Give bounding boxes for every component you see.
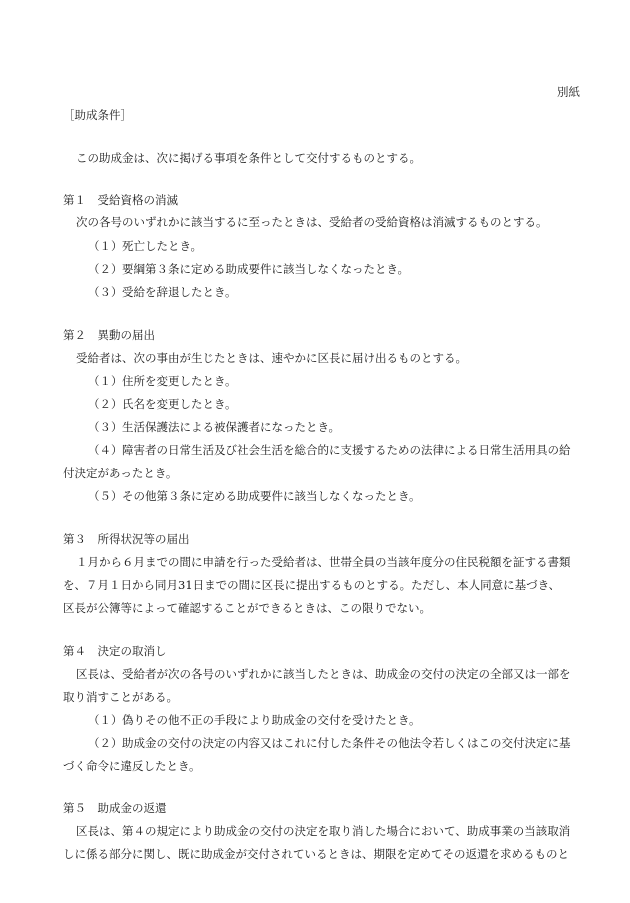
section-3-line-3: 区長が公簿等によって確認することができるときは、この限りでない。 — [63, 601, 431, 615]
item-number: （１） — [88, 374, 123, 388]
section-2-item-5 — [88, 488, 421, 504]
item-text: その他第３条に定める助成要件に該当しなくなったとき。 — [122, 489, 421, 503]
section-2-item-4-continuation: 付決定があったとき。 — [63, 466, 178, 480]
item-text: 生活保護法による被保護者になったとき。 — [122, 420, 341, 434]
section-5-heading: 第５ 助成金の返還 — [63, 801, 167, 815]
item-text: 死亡したとき。 — [122, 239, 203, 253]
document-label: ［助成条件］ — [63, 108, 132, 122]
section-3-heading: 第３ 所得状況等の届出 — [63, 532, 190, 546]
item-text: 障害者の日常生活及び社会生活を総合的に支援するための法律による日常生活用具の給 — [122, 443, 571, 457]
item-text: 助成金の交付の決定の内容又はこれに付した条件その他法令若しくはこの交付決定に基 — [122, 736, 571, 750]
section-4-line-2: 取り消すことがある。 — [63, 690, 178, 704]
section-2-heading: 第２ 異動の届出 — [63, 328, 155, 342]
section-4-item-2-continuation: づく命令に違反したとき。 — [63, 759, 201, 773]
section-4-item-2 — [88, 735, 571, 751]
item-number: （１） — [88, 239, 123, 253]
item-number: （２） — [88, 262, 123, 276]
section-1-item-1 — [88, 238, 202, 254]
section-1-item-3 — [88, 284, 237, 300]
section-1-heading: 第１ 受給資格の消滅 — [63, 193, 178, 207]
section-2-body: 受給者は、次の事由が生じたときは、速やかに区長に届け出るものとする。 — [76, 351, 467, 365]
section-2-item-2 — [88, 396, 237, 412]
section-5-line-1: 区長は、第４の規定により助成金の交付の決定を取り消した場合において、助成事業の当該取消 — [76, 824, 571, 838]
item-number: （３） — [88, 285, 123, 299]
section-2-item-4 — [88, 442, 571, 458]
item-text: 偽りその他不正の手段により助成金の交付を受けたとき。 — [122, 713, 421, 727]
item-number: （２） — [88, 397, 123, 411]
section-4-line-1: 区長は、受給者が次の各号のいずれかに該当したときは、助成金の交付の決定の全部又は一部を — [76, 667, 571, 681]
section-2-item-3 — [88, 419, 340, 435]
section-4-heading: 第４ 決定の取消し — [63, 644, 167, 658]
item-text: 住所を変更したとき。 — [122, 374, 237, 388]
item-number: （２） — [88, 736, 123, 750]
annex-label: 別紙 — [557, 85, 580, 99]
intro-paragraph: この助成金は、次に掲げる事項を条件として交付するものとする。 — [76, 151, 421, 165]
item-text: 要綱第３条に定める助成要件に該当しなくなったとき。 — [122, 262, 410, 276]
section-3-line-2: を、７月１日から同月31日までの間に区長に提出するものとする。ただし、本人同意に基づき、 — [63, 578, 561, 592]
section-1-body: 次の各号のいずれかに該当するに至ったときは、受給者の受給資格は消滅するものとする。 — [76, 215, 548, 229]
section-3-line-1: １月から６月までの間に申請を行った受給者は、世帯全員の当該年度分の住民税額を証する書類 — [76, 555, 571, 569]
item-number: （５） — [88, 489, 123, 503]
item-number: （１） — [88, 713, 123, 727]
item-text: 氏名を変更したとき。 — [122, 397, 237, 411]
item-text: 受給を辞退したとき。 — [122, 285, 237, 299]
section-4-item-1 — [88, 712, 421, 728]
section-1-item-2 — [88, 261, 409, 277]
section-2-item-1 — [88, 373, 237, 389]
item-number: （４） — [88, 443, 123, 457]
section-5-line-2: しに係る部分に関し、既に助成金が交付されているときは、期限を定めてその返還を求めるものと — [63, 847, 569, 861]
item-number: （３） — [88, 420, 123, 434]
